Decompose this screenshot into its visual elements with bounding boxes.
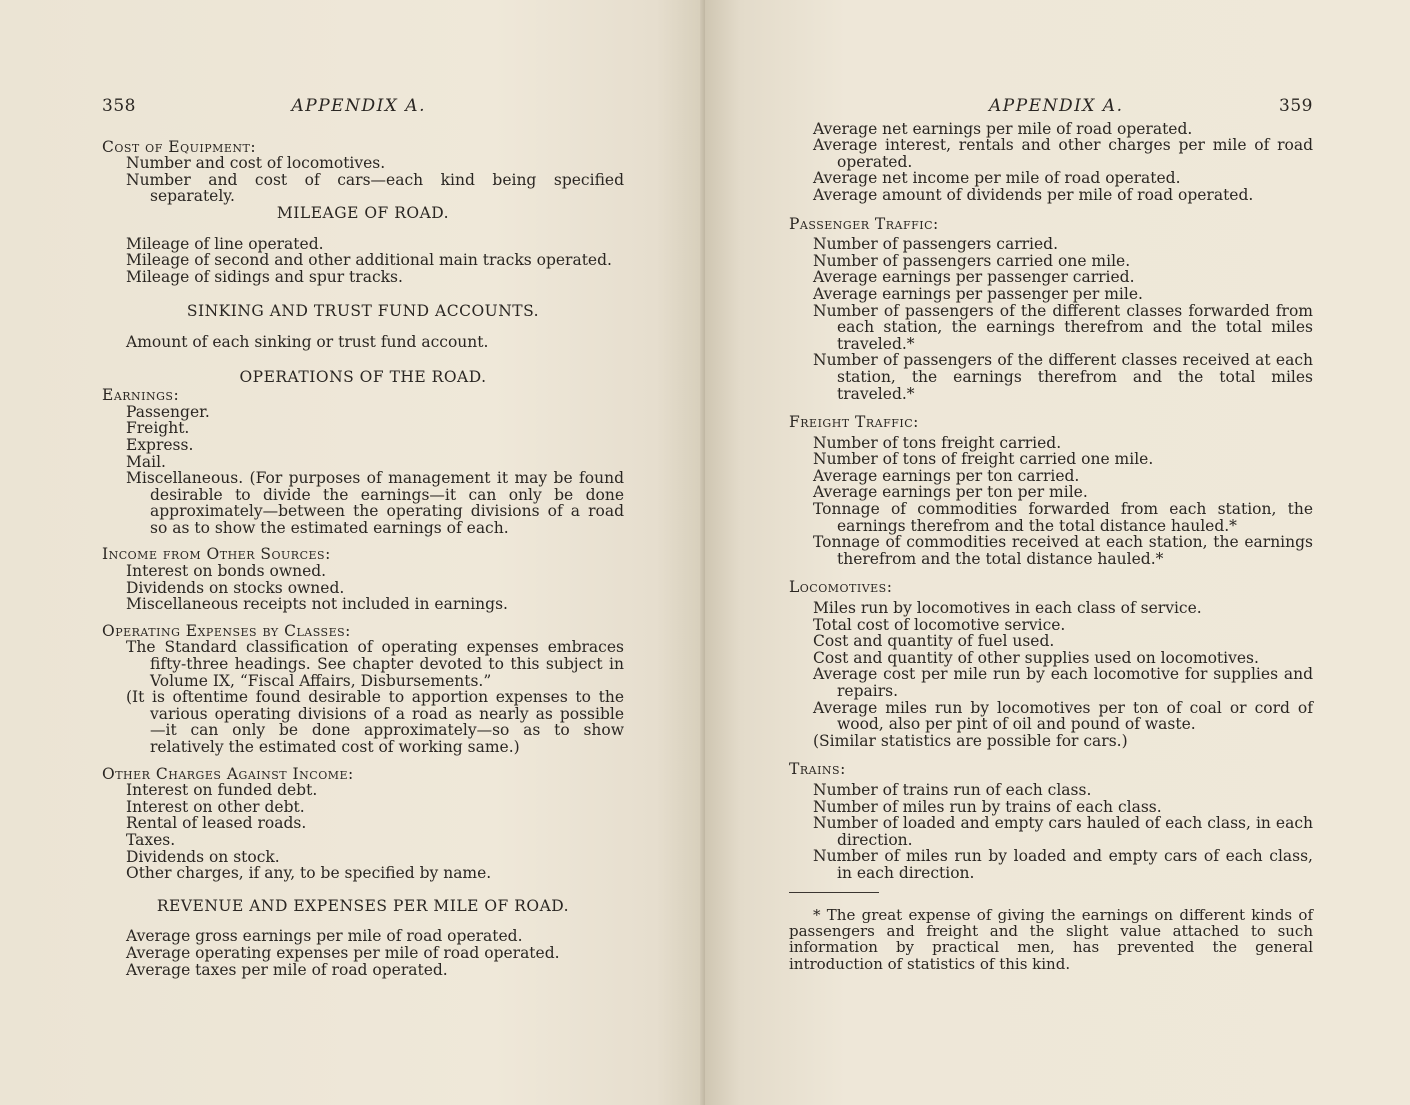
list-item: Average net income per mile of road operated. [813,169,1181,188]
section-label: Operating Expenses by Classes: [102,621,351,640]
list-item: Interest on bonds owned. [126,562,327,581]
footnote-rule [789,892,879,893]
list-item: Dividends on stocks owned. [126,578,345,597]
section-label: Earnings: [102,386,180,405]
list-item: Average net earnings per mile of road operated. [813,119,1193,138]
list-item: Cost and quantity of other supplies used on locomotives. [813,648,1259,667]
footnote: * The great expense of giving the earnings on different kinds of passengers and freight and the slight value attached to such information by practical men, has prevented the general introduction of statistics of this kind. [789,905,1313,973]
revenue-section [102,928,624,978]
operating-expenses-section [102,623,624,756]
list-item: Average earnings per passenger per mile. [813,284,1143,303]
list-item: Number of tons freight carried. [813,433,1062,452]
list-item: Taxes. [126,830,176,849]
list-item: Total cost of locomotive service. [813,615,1066,634]
list-item: Number of miles run by trains of each class. [813,797,1162,816]
section-heading: MILEAGE OF ROAD. [276,203,450,222]
list-item: Average earnings per passenger carried. [813,268,1135,287]
list-item: Tonnage of commodities forwarded from each station, the earnings therefrom and the total distance hauled.* [813,500,1313,535]
sinking-section [102,334,624,351]
section-label: Passenger Traffic: [789,214,939,233]
list-item: Average cost per mile run by each locomotive for supplies and repairs. [813,665,1313,700]
list-item: Average interest, rentals and other charges per mile of road operated. [813,136,1313,171]
list-item: Freight. [126,419,190,438]
list-item: Cost and quantity of fuel used. [813,632,1055,651]
list-item: Average earnings per ton per mile. [813,483,1088,502]
list-item: Number of loaded and empty cars hauled of each class, in each direction. [813,814,1313,849]
page-number: 358 [102,96,136,116]
list-item: Number and cost of cars—each kind being specified separately. [126,170,624,206]
other-charges-section [102,766,624,882]
page-number: 359 [1279,96,1313,116]
list-item: Number and cost of locomotives. [126,154,386,173]
averages-continued-section [789,121,1313,204]
list-item: Passenger. [126,402,210,421]
list-item: Average taxes per mile of road operated. [126,960,448,979]
cost-of-equipment-section [102,139,624,205]
list-item: Average operating expenses per mile of road operated. [126,943,560,962]
list-item: Number of passengers carried. [813,235,1059,254]
list-item: Express. [126,435,194,454]
mileage-section [102,236,624,286]
list-item: (It is oftentime found desirable to apportion expenses to the various operating divisions of a road as nearly as possible —it can only be done approximately—so as to show relatively the estimated cost of working same.) [126,688,624,756]
list-item: Number of trains run of each class. [813,780,1092,799]
section-label: Income from Other Sources: [102,545,331,564]
list-item: Number of passengers of the different classes received at each station, the earnings therefrom and the total miles traveled.* [813,351,1313,403]
section-label: Freight Traffic: [789,413,919,432]
section-label: Other Charges Against Income: [102,764,354,783]
list-item: Average earnings per ton carried. [813,466,1080,485]
running-title: APPENDIX A. [291,96,426,116]
list-item: Dividends on stock. [126,847,280,866]
section-label: Locomotives: [789,578,893,597]
trains-section [789,761,1313,881]
section-label: Trains: [789,760,846,779]
list-item: Interest on funded debt. [126,781,318,800]
list-item: Mileage of line operated. [126,234,324,253]
list-item: Number of passengers carried one mile. [813,251,1131,270]
list-item: Mileage of sidings and spur tracks. [126,267,403,286]
list-item: Mail. [126,452,166,471]
list-item: Number of passengers of the different classes forwarded from each station, the earnings therefrom and the total miles traveled.* [813,301,1313,353]
section-label: Cost of Equipment: [102,137,257,156]
list-item: Number of miles run by loaded and empty cars of each class, in each direction. [813,847,1313,882]
section-heading: REVENUE AND EXPENSES PER MILE OF ROAD. [156,896,570,915]
list-item: (Similar statistics are possible for cars.) [813,731,1128,750]
list-item: Miscellaneous receipts not included in earnings. [126,595,508,614]
list-item: Rental of leased roads. [126,814,307,833]
list-item: Average miles run by locomotives per ton of coal or cord of wood, also per pint of oil and pound of waste. [813,698,1313,734]
section-heading: SINKING AND TRUST FUND ACCOUNTS. [186,302,540,321]
list-item: Tonnage of commodities received at each station, the earnings therefrom and the total distance hauled.* [813,533,1313,568]
right-page [705,0,1410,1105]
running-head-left [102,98,624,115]
list-item: Average amount of dividends per mile of road operated. [813,185,1254,204]
list-item: Interest on other debt. [126,797,305,816]
list-item: Miles run by locomotives in each class of service. [813,599,1202,618]
right-page-content [789,98,1313,972]
income-other-section [102,546,624,612]
locomotives-section [789,579,1313,749]
list-item: Miscellaneous. (For purposes of management it may be found desirable to divide the earnings—it can only be done approximately—between the operating divisions of a road so as to show the estimated earnings of each. [126,469,624,537]
freight-traffic-section [789,414,1313,567]
list-item: The Standard classification of operating expenses embraces fifty-three headings. See chapter devoted to this subject in Volume IX, “Fiscal Affairs, Disbursements.” [126,638,624,690]
passenger-traffic-section [789,216,1313,403]
running-head-right [989,98,1313,115]
list-item: Amount of each sinking or trust fund account. [126,332,489,351]
section-heading: OPERATIONS OF THE ROAD. [239,367,487,386]
earnings-section [102,387,624,536]
list-item: Number of tons of freight carried one mile. [813,450,1154,469]
list-item: Mileage of second and other additional main tracks operated. [126,251,612,270]
list-item: Average gross earnings per mile of road operated. [126,927,523,946]
running-title: APPENDIX A. [989,96,1124,116]
left-page-content [102,98,624,978]
list-item: Other charges, if any, to be specified by name. [126,864,492,883]
